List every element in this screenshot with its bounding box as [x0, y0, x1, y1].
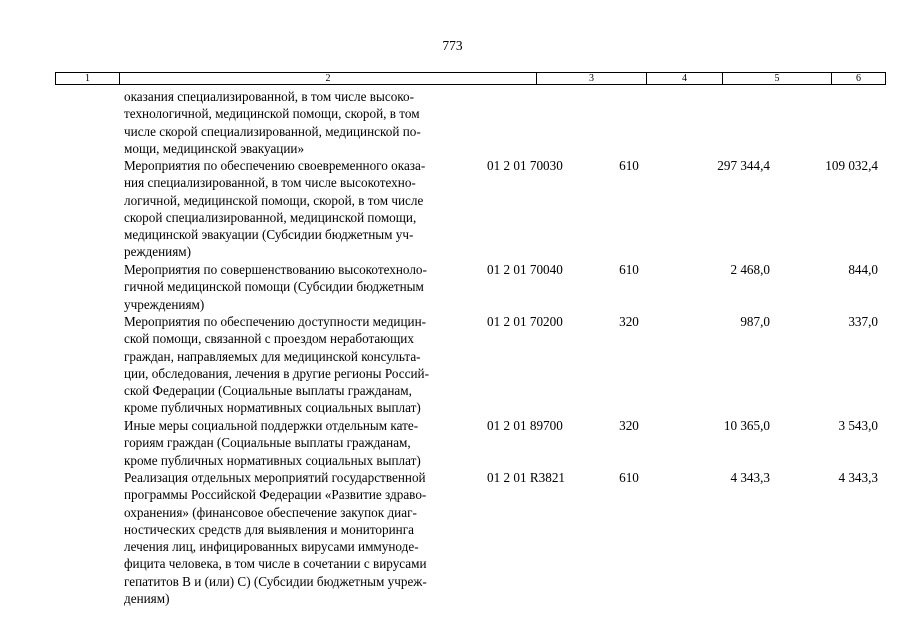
row-sum-col6: 844,0: [848, 262, 878, 277]
description-line: кроме публичных нормативных социальных выплат): [124, 400, 421, 416]
header-col-6: 6: [856, 73, 861, 84]
row-code: 01 2 01 70040: [487, 262, 563, 277]
description-line: ния специализированной, в том числе высокотехно-: [124, 175, 416, 191]
description-line: ции, обследования, лечения в другие регионы Россий-: [124, 365, 429, 381]
header-col-3: 3: [537, 73, 647, 84]
description-line: гориям граждан (Социальные выплаты гражданам,: [124, 435, 411, 451]
row-expense-type: 320: [619, 418, 639, 433]
description-line: ностических средств для выявления и мониторинга: [124, 521, 414, 537]
description-line: ской помощи, связанной с проездом неработающих: [124, 331, 414, 347]
description-line: числе скорой специализированной, медицинской по-: [124, 123, 421, 139]
description-line: скорой специализированной, медицинской помощи,: [124, 209, 417, 225]
description-line: дениям): [124, 591, 170, 607]
row-sum-col5: 4 343,3: [730, 470, 770, 485]
description-line: мощи, медицинской эвакуации»: [124, 140, 305, 156]
description-line: гепатитов В и (или) С) (Субсидии бюджетным учреж-: [124, 573, 427, 589]
description-line: фицита человека, в том числе в сочетании с вирусами: [124, 556, 427, 572]
description-line: программы Российской Федерации «Развитие здраво-: [124, 487, 427, 503]
row-code: 01 2 01 70200: [487, 314, 563, 329]
description-line: логичной, медицинской помощи, скорой, в том числе: [124, 192, 424, 208]
description-line: кроме публичных нормативных социальных выплат): [124, 452, 421, 468]
page-number: 773: [442, 38, 463, 53]
description-line: медицинской эвакуации (Субсидии бюджетным уч-: [124, 227, 414, 243]
row-description: [124, 469, 476, 607]
row-sum-col6: 4 343,3: [838, 470, 878, 485]
description-line: граждан, направляемых для медицинской консульта-: [124, 348, 421, 364]
row-expense-type: 610: [619, 262, 639, 277]
row-code: 01 2 01 89700: [487, 418, 563, 433]
row-sum-col6: 109 032,4: [825, 158, 878, 173]
row-sum-col5: 2 468,0: [730, 262, 770, 277]
row-description: [124, 313, 476, 417]
row-code: 01 2 01 R3821: [487, 470, 566, 485]
description-line: Мероприятия по обеспечению своевременного оказа-: [124, 158, 426, 173]
description-line: Мероприятия по обеспечению доступности медицин-: [124, 314, 427, 329]
row-expense-type: 610: [619, 470, 639, 485]
row-expense-type: 320: [619, 314, 639, 329]
description-line: Мероприятия по совершенствованию высокотехноло-: [124, 262, 427, 277]
description-line: гичной медицинской помощи (Субсидии бюджетным: [124, 279, 424, 295]
description-line: технологичной, медицинской помощи, скорой, в том: [124, 106, 420, 122]
row-description: [124, 261, 476, 313]
row-sum-col6: 337,0: [848, 314, 878, 329]
header-col-1: 1: [56, 73, 120, 84]
row-description: [124, 88, 476, 157]
description-line: ской Федерации (Социальные выплаты гражданам,: [124, 383, 412, 399]
row-code: 01 2 01 70030: [487, 158, 563, 173]
header-col-4: 4: [647, 73, 723, 84]
row-description: [124, 417, 476, 469]
description-line: лечения лиц, инфицированных вирусами иммуноде-: [124, 539, 419, 555]
row-sum-col6: 3 543,0: [838, 418, 878, 433]
description-line: охранения» (финансовое обеспечение закупок диаг-: [124, 504, 417, 520]
row-description: [124, 157, 476, 261]
row-expense-type: 610: [619, 158, 639, 173]
description-line: реждениям): [124, 244, 192, 260]
row-sum-col5: 987,0: [740, 314, 770, 329]
description-line: учреждениям): [124, 296, 205, 312]
description-line: оказания специализированной, в том числе высоко-: [124, 89, 415, 104]
description-line: Иные меры социальной поддержки отдельным кате-: [124, 418, 419, 433]
header-col-2: 2: [120, 73, 537, 84]
row-sum-col5: 297 344,4: [717, 158, 770, 173]
header-col-5: 5: [723, 73, 832, 84]
table-header: [55, 72, 886, 85]
row-sum-col5: 10 365,0: [723, 418, 770, 433]
description-line: Реализация отдельных мероприятий государственной: [124, 470, 426, 485]
